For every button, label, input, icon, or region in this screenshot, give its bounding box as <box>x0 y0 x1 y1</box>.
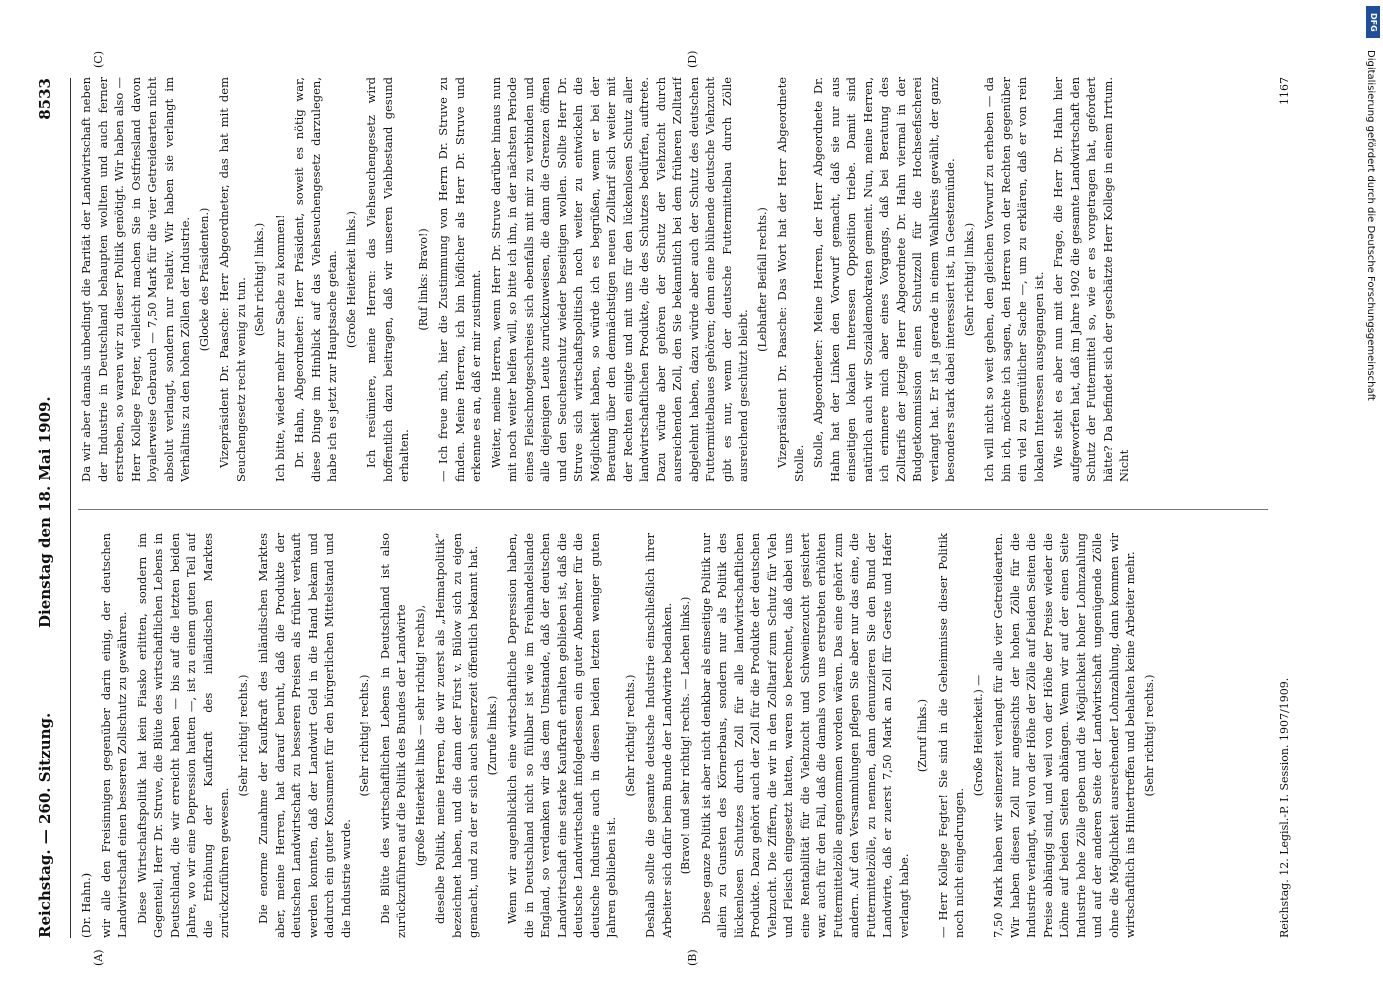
paragraph: Deshalb sollte die gesamte deutsche Industrie einschließlich ihrer Arbeiter sich dafür beim Bunde der Landwirte bedanken. <box>643 533 674 938</box>
interjection: (Glocke des Präsidenten.) <box>197 207 211 352</box>
paragraph: (Dr. Hahn.) <box>79 872 93 938</box>
interjection: (Sehr richtig! rechts.) <box>358 674 371 797</box>
interjection: (Ruf links: Bravo!) <box>416 228 430 331</box>
paragraph: Ich will nicht so weit gehen, den gleichen Vorwurf zu erheben — da bin ich, möchte ich sagen, den Herren von der Rechten gegenüber ein viel zu gemütlicher Sache —, um zu erklären, daß er von rein lokalen Interessen ausgegangen ist. <box>982 77 1046 482</box>
interjection: (Bravo! und sehr richtig! rechts. — Lachen links.) <box>679 596 692 875</box>
interjection: (Sehr richtig! rechts.) <box>623 674 637 797</box>
header-rule <box>70 78 71 938</box>
interjection: (Sehr richtig! rechts.) <box>236 674 250 797</box>
interjection: (Sehr richtig! links.) <box>962 222 976 337</box>
interjection: (Lebhafter Beifall rechts.) <box>755 207 769 352</box>
paragraph: 7,50 Mark haben wir seinerzeit verlangt für alle vier Getreidearten. Wir haben diesen Zoll nur angesichts der hohen Zölle für die Industrie verlangt, weil von der Höhe der Zölle auf beiden Seiten die Preise abhängig sind, und weil von der Höhe der Preise wieder die Löhne auf beiden Seiten abhängen. Wenn wir auf der einen Seite Industrie hohe Zölle geben und die Möglichkeit hoher Lohnzahlung und auf der anderen Seite der Landwirtschaft ungenügende Zölle ohne die Möglichkeit ausreichender Lohnzahlung, dann kommen wir wirtschaftlich ins Hintertreffen und behalten keine Arbeiter mehr. <box>991 533 1137 938</box>
digitization-credit-text: Digitalisierung gefördert durch die Deutsche Forschungsgemeinschaft <box>1365 50 1376 401</box>
page-header <box>36 78 66 938</box>
margin-marker-c: (C) <box>92 51 105 68</box>
paragraph: Dr. Hahn, Abgeordneter: Herr Präsident, soweit es nötig war, diese Dinge im Hinblick auf das Viehseuchengesetz darzulegen, habe ich es jetzt zur Hauptsache getan. <box>292 77 339 482</box>
paragraph: Vizepräsident Dr. Paasche: Das Wort hat der Herr Abgeordnete Stolle. <box>775 77 806 482</box>
interjection: (Sehr richtig! links.) <box>253 222 266 337</box>
paragraph: — Ich freue mich, hier die Zustimmung von Herrn Dr. Struve zu finden. Meine Herren, ich bin höflicher als Herr Dr. Struve und erkenne es an, daß er mir zustimmt. <box>436 77 483 482</box>
paragraph: Ich resümiere, meine Herren: das Viehseuchengesetz wird hoffentlich dazu beitragen, daß wir unseren Viehbestand gesund erhalten. <box>364 77 411 482</box>
interjection: (Zuruf links.) <box>916 698 929 773</box>
paragraph: wir alle den Freisinnigen gegenüber darin einig, der deutschen Landwirtschaft einen besseren Zollschutz zu gewähren. <box>98 533 129 938</box>
interjection: (Sehr richtig! rechts.) <box>1142 674 1156 797</box>
interjection: (große Heiterkeit links — sehr richtig! rechts), <box>413 604 427 867</box>
paragraph: Ich bitte, wieder mehr zur Sache zu kommen! <box>272 214 287 482</box>
interjection: (Große Heiterkeit.) — <box>971 674 985 797</box>
paragraph: — Herr Kollege Fegter! Sie sind in die Geheimnisse dieser Politik noch nicht eingedrungen. <box>935 533 966 938</box>
right-text-column <box>78 77 1268 482</box>
header-page-number: 8533 <box>36 78 54 120</box>
paragraph: Die enorme Zunahme der Kaufkraft des inländischen Marktes aber, meine Herren, hat darauf beruht, daß die Produkte der deutschen Landwirtschaft zu besseren Preisen als früher verkauft werden konnten, daß der Landwirt Geld in die Hand bekam und dadurch ein guter Konsument für den bürgerlichen Mittelstand und die Industrie wurde. <box>256 533 353 938</box>
margin-marker-d: (D) <box>686 50 699 68</box>
margin-marker-b: (B) <box>686 949 699 966</box>
header-date: Dienstag den 18. Mai 1909. <box>36 396 54 628</box>
footer-page-number: 1167 <box>1278 77 1291 105</box>
paragraph: Wenn wir augenblicklich eine wirtschaftliche Depression haben, die in Deutschland nicht so fühlbar ist wie im Freihandelslande England, so verdanken wir das dem Umstande, daß der deutschen Landwirtschaft eine starke Kaufkraft erhalten geblieben ist, daß die deutsche Landwirtschaft infolgedessen ein guter Abnehmer für die deutsche Industrie auch in diesen beiden letzten weniger guten Jahren geblieben ist. <box>505 533 618 938</box>
digitization-credit-strip <box>1358 0 1382 1000</box>
paragraph: Diese Wirtschaftspolitik hat kein Fiasko erlitten, sondern im Gegenteil, Herr Dr. Struve, die Blüte des wirtschaftlichen Lebens in Deutschland, die wir erreicht haben — bis auf die letzten beiden Jahre, wo wir eine Depression hatten —, ist zu einem guten Teil auf die Erhöhung der Kaufkraft des inländischen Marktes zurückzuführen gewesen. <box>134 533 231 938</box>
margin-marker-a: (A) <box>92 949 105 966</box>
paragraph: dieselbe Politik, meine Herren, die wir zuerst als „Heimatpolitik“ bezeichnet haben, und die dann der Fürst v. Bülow sich zu eigen gemacht, und zu der er sich auch seinerzeit öffentlich bekannt hat. <box>433 533 480 938</box>
left-text-column <box>78 533 1268 938</box>
column-separator <box>78 509 1268 510</box>
paragraph: Da wir aber damals unbedingt die Parität der Landwirtschaft neben der Industrie in Deutschland behaupten wollten und auch ferner erstreben, so waren wir zu dieser Politik genötigt. Wir haben also — Herr Kollege Fegter, vielleicht machen Sie in Ostfriesland davon loyalerweise Gebrauch — 7,50 Mark für die vier Getreidearten nicht absolut verlangt, sondern nur relativ. Wir haben sie verlangt im Verhältnis zu den hohen Zöllen der Industrie. <box>79 77 192 482</box>
paragraph: Diese ganze Politik ist aber nicht denkbar als einseitige Politik nur allein zu Gunsten des Körnerbaus, sondern nur als Politik des lückenlosen Schutzes durch Zoll für alle landwirtschaftlichen Produkte. Dazu gehört auch der Zoll für die Produkte der deutschen Viehzucht. Die Ziffern, die wir in den Zolltarif zum Schutz für Vieh und Fleisch eingesetzt hatten, waren so berechnet, daß dabei uns eine Rentabilität für die Viehzucht und Schweinezucht gesichert war, auch für den Fall, daß die damals von uns erstrebten erhöhten Futtermittelzölle angenommen worden wären. Das eine gehört zum andern. Auf den Versammlungen pflegen Sie aber nur das eine, die Futtermittelzölle, zu nennen, dann denunzieren Sie den Bund der Landwirte, daß er zuerst 7,50 Mark an Zoll für Gerste und Hafer verlangt habe. <box>698 533 911 938</box>
interjection: (Zurufe links.) <box>485 695 499 776</box>
header-left-title: Reichstag. — 260. Sitzung. <box>36 712 54 938</box>
paragraph: Wie steht es aber nun mit der Frage, die Herr Dr. Hahn hier aufgeworfen hat, daß im Jahre 1902 die gesamte Landwirtschaft den Schutz der Futtermittel so, wie er es vorgetragen hat, gefordert hätte? Da befindet sich der geschätzte Herr Kollege in einem Irrtum. Nicht <box>1051 77 1131 482</box>
interjection: (Große Heiterkeit links.) <box>344 211 358 348</box>
paragraph: Vizepräsident Dr. Paasche: Herr Abgeordneter, das hat mit dem Seuchengesetz recht wenig zu tun. <box>217 77 248 482</box>
page-footer: Reichstag. 12. Legisl.-P. I. Session. 1907/1909. <box>1278 677 1291 938</box>
paragraph: Weiter, meine Herren, wenn Herr Dr. Struve darüber hinaus nun mit noch weiter helfen will, so bitte ich ihn, in der nächsten Periode eines Fleischnotgeschreies sich ebenfalls mit mir zu verbinden und alle diejenigen Leute zurückzuweisen, die dann die Grenzen öffnen und den Seuchenschutz wieder beseitigen wollen. Sollte Herr Dr. Struve sich wirtschaftspolitisch noch weiter zu entwickeln die Möglichkeit haben, so würde ich es begrüßen, wenn er bei der Beratung über den demnächstigen neuen Zolltarif sich weiter mit der Rechten einigte und mit uns für den lückenlosen Schutz aller landwirtschaftlichen Produkte, die des Schutzes bedürfen, auftrete. Dazu würde aber gehören der Schutz der Viehzucht durch ausreichenden Zoll, den Sie bekanntlich bei dem früheren Zolltarif abgelehnt haben, dazu würde aber auch der Schutz des deutschen Futtermittelbaues gehören; denn eine blühende deutsche Viehzucht gibt es nur, wenn der deutsche Futtermittelbau durch Zölle ausreichend geschützt bleibt. <box>488 77 750 482</box>
paragraph: Stolle, Abgeordneter: Meine Herren, der Herr Abgeordnete Dr. Hahn hat der Linken den Vorwurf gemacht, daß sie nur aus einseitigen lokalen Interessen Opposition triebe. Damit sind natürlich auch wir Sozialdemokraten gemeint. Nun, meine Herren, ich erinnere mich aber eines Vorgangs, daß bei Beratung des Zolltarifs der jetzige Herr Abgeordnete Dr. Hahn viermal in der Budgetkommission einen Schutzzoll für die Hochseefischerei verlangt hat. Er ist ja gerade in einem Wahlkreis gewählt, der ganz besonders stark dabei interessiert ist, in Geestemünde. <box>811 77 957 482</box>
paragraph: Die Blüte des wirtschaftlichen Lebens in Deutschland ist also zurückzuführen auf die Politik des Bundes der Landwirte <box>377 533 408 938</box>
dfg-logo: DFG <box>1366 6 1380 38</box>
